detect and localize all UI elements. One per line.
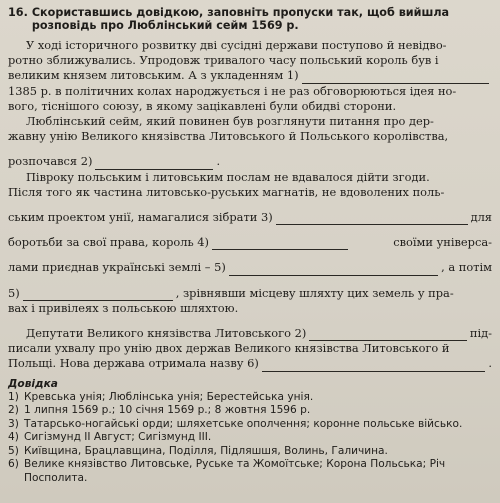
task-header: [8, 6, 492, 32]
hint-text: Татарсько-ногайські орди; шляхетське ополчення; коронне польське військо.: [24, 417, 463, 430]
hint-text: 1 липня 1569 р.; 10 січня 1569 р.; 8 жовтня 1596 р.: [24, 404, 311, 417]
text-line: [8, 260, 492, 275]
text-line: [8, 84, 492, 99]
text-segment: для: [470, 210, 492, 225]
fill-blank-5b[interactable]: [23, 289, 173, 301]
text-segment: ським проектом унії, намагалися зібрати 3): [8, 210, 273, 225]
text-line: [8, 286, 492, 301]
fill-blank-6[interactable]: [262, 360, 486, 372]
text-segment: боротьби за свої права, король 4): [8, 235, 209, 250]
text-segment: У ході історичного розвитку дві сусідні держави поступово й невідво-: [26, 38, 447, 52]
hint-number: 6): [8, 458, 19, 471]
fill-blank-5a[interactable]: [229, 264, 438, 276]
text-line: [8, 53, 492, 68]
text-line: [8, 326, 492, 341]
hint-item: [8, 431, 492, 444]
text-segment: вого, тіснішого союзу, в якому зацікавлені були обидві сторони.: [8, 98, 397, 113]
text-segment: жавну унію Великого князівства Литовського й Польського королівства,: [8, 129, 449, 144]
text-segment: вах і привілеях з польською шляхтою.: [8, 300, 239, 315]
text-line: [8, 235, 492, 250]
hint-text: Велике князівство Литовське, Руське та Жомоїтське; Корона Польська; Річ Посполита.: [24, 458, 446, 484]
hint-title: Довідка: [8, 377, 58, 390]
hint-item: [8, 404, 492, 417]
hint-text: Кревська унія; Люблінська унія; Берестейська унія.: [24, 391, 314, 404]
hint-number: 5): [8, 444, 19, 457]
text-line: [8, 356, 492, 371]
text-segment: Після того як частина литовсько-руських магнатів, не вдоволених поль-: [8, 184, 445, 199]
task-title: Скориставшись довідкою, заповніть пропуски так, щоб вийшла розповідь про Люблінський сейм 1569 р.: [31, 6, 450, 32]
hint-item: [8, 458, 492, 485]
text-line: [8, 170, 492, 185]
text-line: [8, 38, 492, 53]
hint-number: 2): [8, 404, 19, 417]
task-text: [8, 38, 492, 372]
text-line: [8, 185, 492, 200]
text-segment: .: [488, 356, 492, 371]
text-segment: розпочався 2): [8, 154, 93, 169]
text-line: [8, 341, 492, 356]
fill-blank-3[interactable]: [276, 213, 468, 225]
text-line: [8, 114, 492, 129]
text-segment: Люблінський сейм, який повинен був розглянути питання про дер-: [26, 114, 434, 129]
hint-item: [8, 418, 492, 431]
text-segment: під-: [469, 326, 492, 341]
hint-block: [8, 378, 492, 485]
text-line: [8, 129, 492, 144]
hint-text: Сигізмунд II Август; Сигізмунд III.: [24, 431, 212, 444]
text-segment: Польщі. Нова держава отримала назву 6): [8, 356, 259, 371]
text-segment: Депутати Великого князівства Литовського 2): [26, 326, 307, 341]
text-line: [8, 99, 492, 114]
hint-text: Київщина, Брацлавщина, Поділля, Підляшшя, Волинь, Галичина.: [24, 444, 388, 457]
text-segment: 1385 р. в політичних колах народжується і не раз обговорюються ідея но-: [8, 83, 457, 98]
text-segment: 5): [8, 285, 20, 300]
text-segment: , зрівнявши місцеву шляхту цих земель у пра-: [175, 285, 454, 300]
hint-number: 3): [8, 417, 19, 430]
fill-blank-2[interactable]: [95, 158, 213, 170]
text-line: [8, 68, 492, 83]
text-segment: писали ухвалу про унію двох держав Великого князівства Литовського й: [8, 341, 450, 356]
text-segment: , а потім: [441, 260, 492, 275]
fill-blank-4[interactable]: [212, 238, 348, 250]
text-segment: лами приєднав українські землі – 5): [8, 260, 226, 275]
hint-number: 1): [8, 391, 19, 404]
text-line: [8, 210, 492, 225]
hint-item: [8, 445, 492, 458]
fill-blank-2b[interactable]: [309, 329, 467, 341]
fill-blank-1[interactable]: [302, 72, 489, 84]
hint-number: 4): [8, 431, 19, 444]
text-line: [8, 301, 492, 316]
text-line: розпочався 2) .: [8, 154, 221, 169]
task-number: 16.: [8, 6, 28, 19]
text-segment: великим князем литовським. А з укладенням 1): [8, 68, 299, 83]
text-segment: Півроку польським і литовським послам не вдавалося дійти згоди.: [26, 169, 430, 184]
text-segment: своїми універса-: [393, 235, 492, 250]
hint-item: [8, 391, 492, 404]
text-segment: ротно зближувались. Упродовж тривалого часу польський король був і: [8, 53, 439, 68]
